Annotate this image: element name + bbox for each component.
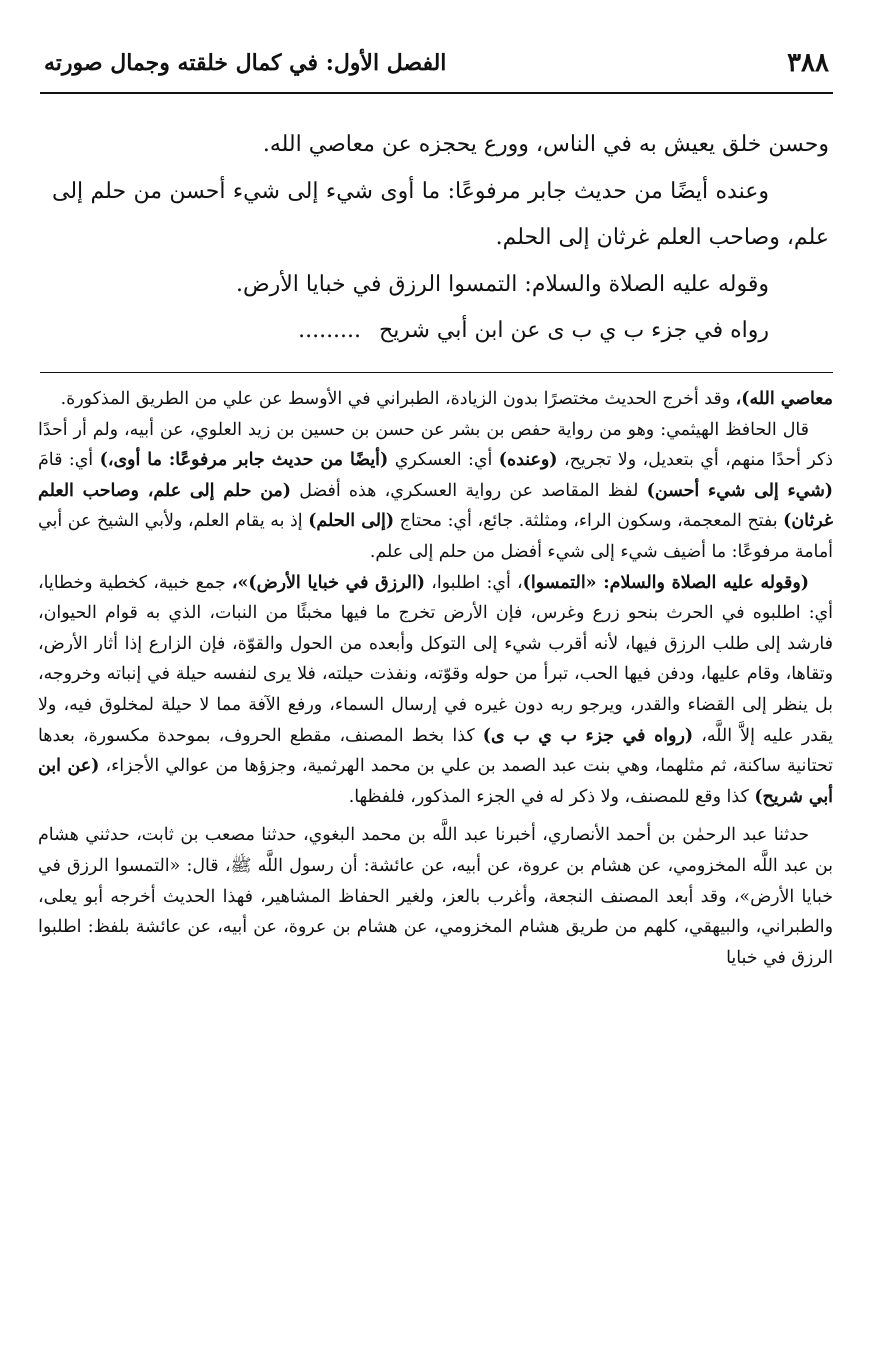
commentary-text: لفظ المقاصد عن رواية العسكري، هذه أفضل — [290, 480, 647, 501]
main-text — [52, 122, 829, 355]
chapter-title: الفصل الأول: في كمال خلقته وجمال صورته — [44, 50, 447, 76]
page-number: ٣٨٨ — [787, 48, 829, 78]
main-line-1: وحسن خلق يعيش به في الناس، وورع يحجزه عن معاصي الله. — [262, 132, 829, 157]
quoted-text: (رواه في جزء ب ي ب ى) — [482, 725, 694, 746]
commentary — [38, 384, 833, 973]
quoted-text: (من حلم إلى علم، وصاحب العلم غرثان) — [38, 480, 833, 532]
commentary-text: وقد أخرج الحديث مختصرًا بدون الزيادة، الطبراني في الأوسط عن علي من الطريق المذكورة. — [60, 389, 736, 409]
quoted-text: (أيضًا من حديث جابر مرفوعًا: ما أوى،) — [99, 450, 389, 471]
attribution-text: رواه في جزء ب ي ب ى عن ابن أبي شريح — [379, 318, 769, 343]
commentary-text: جمع خبية، كخطية وخطايا، أي: اطلبوه في الحرث بنحو زرع وغرس، فإن الأرض تخرج ما فيها مخبئًا من النبات، الذي به قوام الحيوان، فارشد إلى طلب الرزق فيها، لأنه أقرب شيء إلى التوكل وأبعده من الحول والقوّة، فإن الزارع إذا أثار الأرض، وتقاها، وقام عليها، ودفن فيها الحب، تبرأ من حوله وقوّته، ونفذت حيلته، فلا يرى لنفسه حيلة في إنباته وخروجه، بل ينظر إلى القضاء والقدر، ويرجو ربه دون غيره في إرسال السماء، ورفع الآفة مما لا حيلة لمخلوق فيه، ولا يقدر عليه إلاَّ اللَّه، — [38, 572, 833, 746]
commentary-text: أي: العسكري — [388, 450, 499, 471]
commentary-paragraph-1 — [38, 384, 833, 415]
commentary-paragraph-2 — [38, 415, 833, 568]
quoted-text: (وعنده) — [498, 450, 558, 471]
section-divider — [40, 372, 833, 373]
commentary-text: قال الحافظ الهيثمي: وهو من رواية حفص بن بشر عن حسن بن حسين بن زيد العلوي، عن أبيه، ولم أر أحدًا ذكر أحدًا منهم، أي بتعديل، ولا تجريح، — [38, 419, 833, 471]
main-line-3: وقوله عليه الصلاة والسلام: التمسوا الرزق في خبايا الأرض. — [236, 271, 769, 297]
commentary-paragraph-4: حدثنا عبد الرحمٰن بن أحمد الأنصاري، أخبرنا عبد اللَّه بن محمد البغوي، حدثنا مصعب بن ثابت، حدثني هشام بن عبد اللَّه المخزومي، عن هشام بن عروة، عن أبيه، عن عائشة: أن رسول اللَّه ﷺ، قال: «التمسوا الرزق في خبايا الأرض»، وقد أبعد المصنف النجعة، وأغرب بالعز، ولغير الحفاظ المشاهير، فهذا الحديث أخرجه أبو يعلى، والطبراني، والبيهقي، كلهم من طريق هشام المخزومي، عن هشام بن عروة، عن أبيه، عن عائشة بلفظ: اطلبوا الرزق في خبايا — [38, 825, 833, 968]
commentary-text: كذا وقع للمصنف، ولا ذكر له في الجزء المذكور، فلفظها. — [348, 786, 755, 807]
commentary-text: بفتح المعجمة، وسكون الراء، ومثلثة. جائع، أي: محتاج — [394, 511, 784, 532]
commentary-text: ، أي: اطلبوا، — [425, 572, 523, 593]
main-line-2: وعنده أيضًا من حديث جابر مرفوعًا: ما أوى شيء إلى شيء أحسن من حلم إلى علم، وصاحب العلم غرثان إلى الحلم. — [52, 178, 829, 250]
quoted-text: (عن ابن أبي شريح) — [38, 756, 833, 807]
quoted-text: (الرزق في خبايا الأرض)»، — [231, 572, 426, 593]
running-header — [40, 44, 833, 88]
ellipsis-dots: ......... — [298, 318, 362, 343]
quoted-text: (إلى الحلم) — [308, 511, 395, 532]
header-rule — [40, 92, 833, 94]
quoted-text: (شيء إلى شيء أحسن) — [646, 480, 833, 501]
quoted-text: معاصي الله)، — [735, 389, 833, 409]
commentary-text: أي: قامَ — [38, 450, 100, 471]
commentary-text: إذ به يقام العلم، ولأبي الشيخ عن أبي أمامة مرفوعًا: ما أضيف شيء إلى شيء أفضل من حلم إلى علم. — [38, 511, 833, 562]
commentary-text: كذا بخط المصنف، مقطع الحروف، بموحدة مكسورة، بعدها تحتانية ساكنة، ثم مثلهما، وهي بنت عبد الصمد بن علي بن محمد الهرثمية، وجزؤها من عوالي الأجزاء، — [38, 725, 834, 777]
quoted-text: (وقوله عليه الصلاة والسلام: «التمسوا) — [522, 572, 810, 593]
main-line-4 — [52, 308, 829, 355]
commentary-paragraph-3 — [38, 568, 833, 813]
